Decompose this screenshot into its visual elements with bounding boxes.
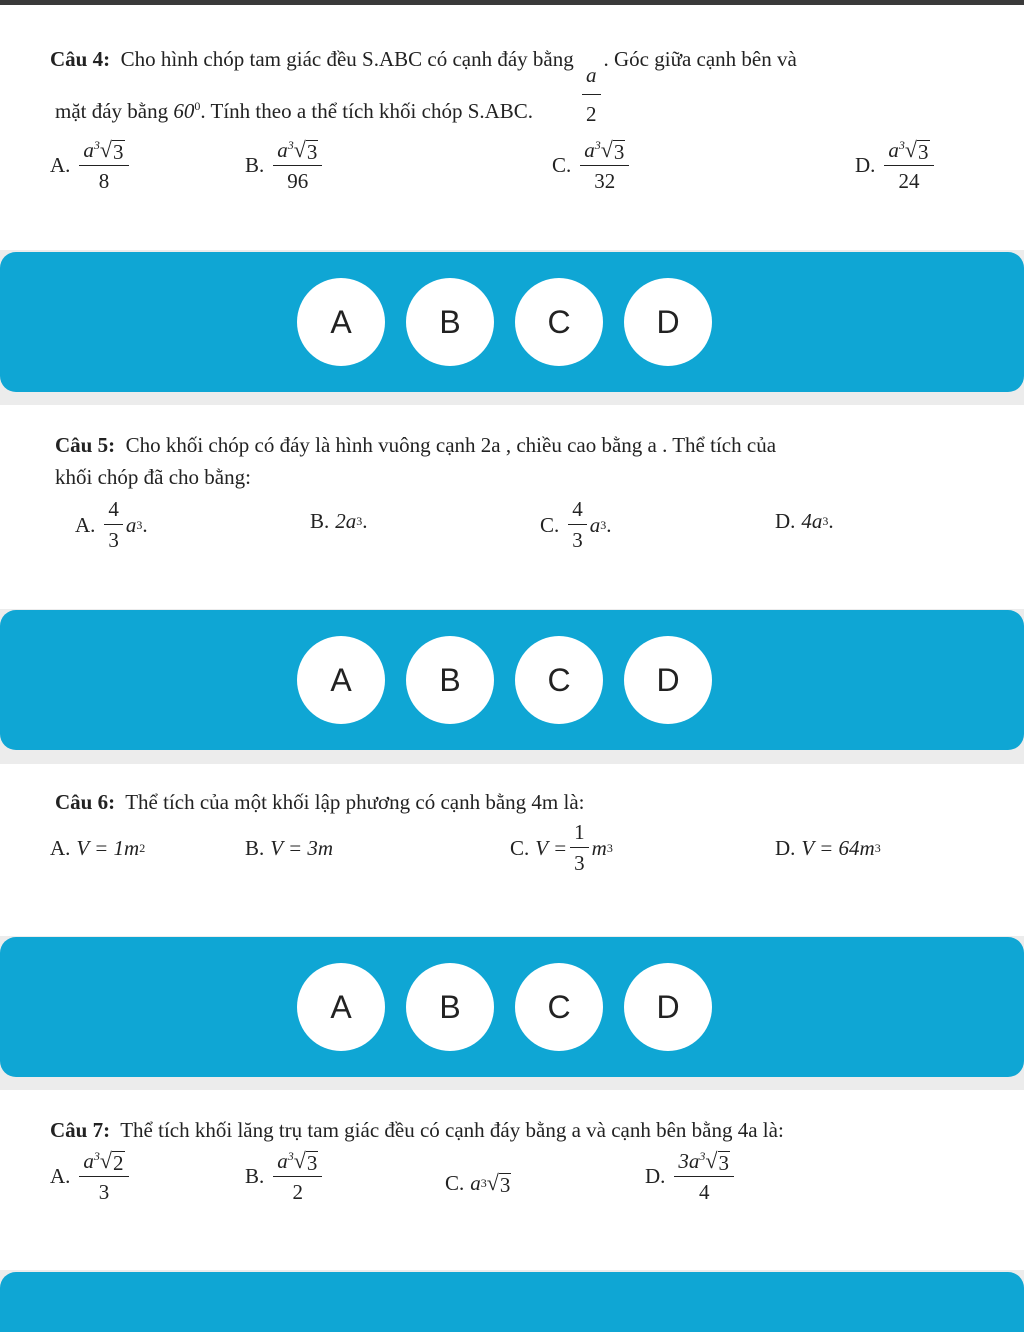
fraction: $a^3$ √ 3 8 [79,137,128,194]
option-c: C. $a^3$ √ 3 32 [552,137,632,194]
option-b: B. $a^3$ √ 3 96 [245,137,325,194]
answer-button-a[interactable]: A [297,278,385,366]
fraction: $\frac{4}{3}$ [568,497,587,553]
answer-button-b[interactable]: B [406,636,494,724]
answer-button-a[interactable]: A [297,963,385,1051]
question-card-7 [0,1090,1024,1270]
question-text: Câu 7: Thể tích khối lăng trụ tam giác đều có cạnh đáy bằng a và cạnh bên bằng 4a là: [50,1118,784,1142]
answer-button-c[interactable]: C [515,278,603,366]
question-card-5 [0,405,1024,609]
option-c: C. a 3 √ 3 [445,1170,511,1197]
answer-button-a[interactable]: A [297,636,385,724]
question-label: Câu 5: [55,433,116,457]
option-b: B. 2a 3 . [310,509,368,533]
answer-button-b[interactable]: B [406,278,494,366]
option-c: C. V = $\frac{1}{3}$ m 3 [510,820,613,875]
option-d: D. $3a^3$ √ 3 4 [645,1148,737,1205]
answer-button-c[interactable]: C [515,636,603,724]
option-d: D. 4a 3 . [775,509,834,533]
question-card-4 [0,5,1024,250]
fraction: $\frac{1}{3}$ [570,820,589,876]
fraction: $a^3$ √ 3 96 [273,137,322,194]
fraction: $\frac{4}{3}$ [104,497,123,553]
option-a: A. $\frac{4}{3}$ a 3 . [75,497,148,552]
answer-button-d[interactable]: D [624,278,712,366]
question-label: Câu 7: [50,1118,111,1142]
question-text: Câu 5: Cho khối chóp có đáy là hình vuông cạnh 2a , chiều cao bằng a . Thể tích của [55,433,777,457]
option-b: B. $a^3$ √ 3 2 [245,1148,325,1205]
fraction: $a^3$ √ 2 3 [79,1148,128,1205]
answer-button-c[interactable]: C [515,963,603,1051]
fraction: $\frac{a}{2}$ [582,59,601,130]
option-a: A. V = 1m 2 [50,836,146,860]
question-text-line2: mặt đáy bằng $60^0$. Tính theo a thể tích khối chóp S.ABC. [55,99,534,123]
answer-button-d[interactable]: D [624,636,712,724]
fraction: $a^3$ √ 3 32 [580,137,629,194]
option-a: A. $a^3$ √ 2 3 [50,1148,132,1205]
question-text: Câu 4: Cho hình chóp tam giác đều S.ABC có cạnh đáy bằng $\frac{a}{2}$ . Góc giữa cạnh bên và [50,43,797,130]
option-c: C. $\frac{4}{3}$ a 3 . [540,497,612,552]
fraction: $a^3$ √ 3 24 [884,137,933,194]
answer-band-5 [0,610,1024,750]
question-label: Câu 4: [50,47,111,71]
answer-band-4 [0,252,1024,392]
option-a: A. $a^3$ √ 3 8 [50,137,132,194]
question-text-line2: khối chóp đã cho bằng: [55,465,251,489]
option-d: D. $a^3$ √ 3 24 [855,137,937,194]
fraction: $3a^3$ √ 3 4 [674,1148,734,1205]
question-text: Câu 6: Thể tích của một khối lập phương có cạnh bằng 4m là: [55,790,585,814]
question-label: Câu 6: [55,790,116,814]
answer-band-7 [0,1272,1024,1332]
question-card-6 [0,764,1024,936]
option-b: B. V = 3m [245,836,334,860]
answer-band-6 [0,937,1024,1077]
fraction: $a^3$ √ 3 2 [273,1148,322,1205]
answer-button-d[interactable]: D [624,963,712,1051]
option-d: D. V = 64m 3 [775,836,881,860]
answer-button-b[interactable]: B [406,963,494,1051]
